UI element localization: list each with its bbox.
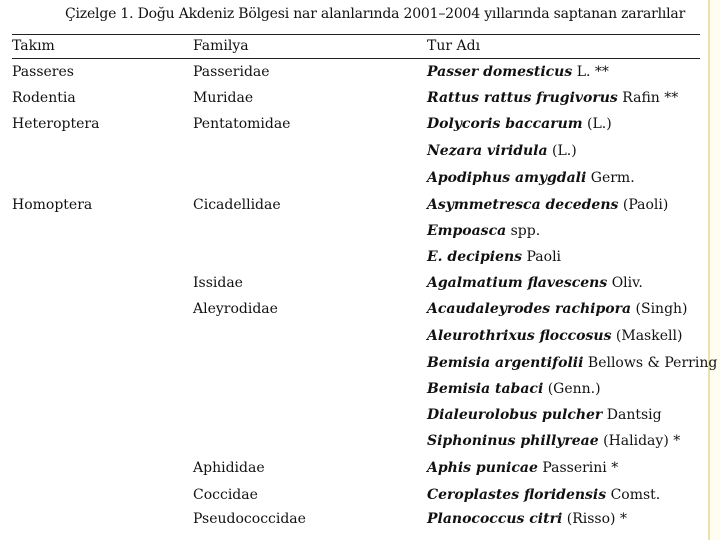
species-author: Paoli	[522, 249, 562, 265]
cell-familya: Muridae	[193, 90, 254, 106]
species-author: Germ.	[586, 170, 635, 186]
cell-tur	[427, 249, 561, 265]
species-author: (Haliday) *	[598, 433, 681, 449]
species-name: Dialeurolobus pulcher	[427, 407, 603, 423]
species-author: Rafin **	[617, 90, 679, 106]
species-author: (Genn.)	[543, 381, 601, 397]
species-author: (Risso) *	[562, 511, 627, 527]
table-top-rule	[12, 34, 700, 35]
species-name: Agalmatium flavescens	[427, 275, 608, 291]
species-author: (Singh)	[631, 301, 688, 317]
cell-takim: Homoptera	[12, 197, 93, 213]
cell-familya: Coccidae	[193, 487, 258, 503]
species-name: Bemisia argentifolii	[427, 355, 584, 371]
cell-tur	[427, 275, 643, 291]
cell-tur	[427, 223, 540, 239]
table-row	[0, 275, 708, 301]
table-row	[0, 381, 708, 407]
cell-tur	[427, 381, 601, 397]
table-row	[0, 407, 708, 433]
cell-tur	[427, 328, 682, 344]
table-row	[0, 143, 708, 169]
cell-takim: Passeres	[12, 64, 74, 80]
species-name: Apodiphus amygdali	[427, 170, 587, 186]
table-row	[0, 355, 718, 381]
cell-tur	[427, 355, 717, 371]
species-author: spp.	[506, 223, 541, 239]
cell-familya: Issidae	[193, 275, 243, 291]
cell-tur	[427, 487, 660, 503]
table-row	[0, 460, 708, 486]
cell-familya: Passeridae	[193, 64, 270, 80]
cell-familya: Aleyrodidae	[193, 301, 278, 317]
cell-tur	[427, 64, 609, 80]
species-author: (Paoli)	[618, 197, 669, 213]
species-author: Bellows & Perring	[583, 355, 718, 371]
cell-tur	[427, 143, 577, 159]
cell-takim: Heteroptera	[12, 116, 100, 132]
cell-familya: Pseudococcidae	[193, 511, 306, 527]
cell-familya: Cicadellidae	[193, 197, 281, 213]
table-row	[0, 487, 708, 513]
species-author: (L.)	[547, 143, 577, 159]
table-caption: Çizelge 1. Doğu Akdeniz Bölgesi nar alanlarında 2001–2004 yıllarında saptanan zararlılar	[65, 6, 686, 22]
cell-tur	[427, 301, 688, 317]
cell-tur	[427, 433, 680, 449]
cell-tur	[427, 90, 678, 106]
species-name: Nezara viridula	[427, 143, 548, 159]
species-name: Aleurothrixus floccosus	[427, 328, 612, 344]
table-row	[0, 170, 708, 196]
cell-tur	[427, 460, 618, 476]
cell-familya: Aphididae	[193, 460, 265, 476]
table-row	[0, 433, 708, 459]
species-name: Passer domesticus	[427, 64, 573, 80]
table-row	[0, 249, 708, 275]
species-name: Aphis punicae	[427, 460, 538, 476]
species-name: Bemisia tabaci	[427, 381, 544, 397]
cell-familya: Pentatomidae	[193, 116, 291, 132]
cell-takim: Rodentia	[12, 90, 76, 106]
table-header-rule	[12, 58, 700, 59]
table-row	[0, 90, 708, 116]
table-row	[0, 511, 708, 537]
species-name: Empoasca	[427, 223, 507, 239]
cell-tur	[427, 407, 662, 423]
species-author: Oliv.	[607, 275, 643, 291]
table-row	[0, 197, 708, 223]
species-author: L. **	[572, 64, 609, 80]
species-name: Rattus rattus frugivorus	[427, 90, 618, 106]
species-name: Planococcus citri	[427, 511, 563, 527]
header-takim: Takım	[12, 38, 55, 54]
cell-tur	[427, 170, 635, 186]
species-author: Passerini *	[537, 460, 619, 476]
table-row	[0, 116, 708, 142]
cell-tur	[427, 511, 627, 527]
table-row	[0, 328, 708, 354]
species-name: Asymmetresca decedens	[427, 197, 619, 213]
table-row	[0, 301, 708, 327]
species-name: Siphoninus phillyreae	[427, 433, 599, 449]
species-name: Acaudaleyrodes rachipora	[427, 301, 632, 317]
species-author: (L.)	[582, 116, 612, 132]
species-name: Ceroplastes floridensis	[427, 487, 607, 503]
table-row	[0, 64, 708, 90]
cell-tur	[427, 116, 612, 132]
table-row	[0, 223, 708, 249]
header-familya: Familya	[193, 38, 249, 54]
species-author: Dantsig	[602, 407, 662, 423]
species-author: (Maskell)	[611, 328, 683, 344]
species-author: Comst.	[606, 487, 661, 503]
cell-tur	[427, 197, 668, 213]
header-tur: Tur Adı	[427, 38, 481, 54]
species-name: Dolycoris baccarum	[427, 116, 583, 132]
species-name: E. decipiens	[427, 249, 523, 265]
